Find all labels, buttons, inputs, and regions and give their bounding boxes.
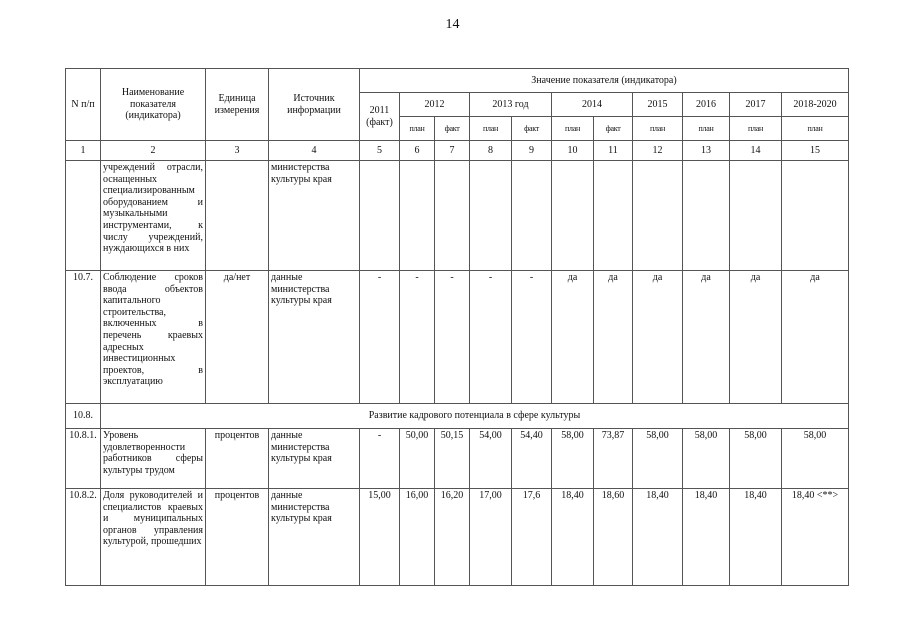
- row-num: 10.8.2.: [66, 489, 101, 586]
- header-sub: план: [552, 117, 594, 141]
- row-value: 50,15: [435, 429, 470, 489]
- table-row: [66, 489, 849, 586]
- row-value: 17,00: [470, 489, 512, 586]
- row-value: 18,40: [683, 489, 730, 586]
- row-value: [782, 161, 849, 271]
- row-value: 16,00: [400, 489, 435, 586]
- row-value: 50,00: [400, 429, 435, 489]
- row-value: 54,40: [512, 429, 552, 489]
- row-unit: [206, 161, 269, 271]
- header-unit: Единица измерения: [206, 69, 269, 141]
- row-value: [594, 161, 633, 271]
- section-title: Развитие кадрового потенциала в сфере культуры: [101, 404, 849, 429]
- row-source: данные министерства культуры края: [269, 429, 360, 489]
- table-row: [66, 429, 849, 489]
- row-value: -: [512, 271, 552, 404]
- row-value: 58,00: [782, 429, 849, 489]
- row-value: 18,40 <**>: [782, 489, 849, 586]
- row-value: [435, 161, 470, 271]
- row-value: [400, 161, 435, 271]
- row-num: 10.8.1.: [66, 429, 101, 489]
- row-value: 18,60: [594, 489, 633, 586]
- column-number: 9: [512, 141, 552, 161]
- column-number: 2: [101, 141, 206, 161]
- row-source: министерства культуры края: [269, 161, 360, 271]
- row-num: 10.8.: [66, 404, 101, 429]
- row-num: [66, 161, 101, 271]
- section-row: [66, 404, 849, 429]
- row-value: -: [400, 271, 435, 404]
- header-sub: план: [683, 117, 730, 141]
- row-name: Соблюдение сроков ввода объектов капитального строительства, включенных в перечень краевых адресных инвестиционных проектов, в эксплуатацию: [101, 271, 206, 404]
- table-row: [66, 271, 849, 404]
- header-sub: план: [633, 117, 683, 141]
- row-value: да: [552, 271, 594, 404]
- row-value: 18,40: [633, 489, 683, 586]
- header-value: Значение показателя (индикатора): [360, 69, 849, 93]
- column-number: 6: [400, 141, 435, 161]
- row-name: Уровень удовлетворенности работников сферы культуры трудом: [101, 429, 206, 489]
- row-value: 17,6: [512, 489, 552, 586]
- row-value: да: [782, 271, 849, 404]
- row-value: 18,40: [552, 489, 594, 586]
- row-value: да: [730, 271, 782, 404]
- header-sub: факт: [594, 117, 633, 141]
- row-value: [470, 161, 512, 271]
- row-value: [360, 161, 400, 271]
- header-sub: факт: [512, 117, 552, 141]
- row-value: [633, 161, 683, 271]
- row-num: 10.7.: [66, 271, 101, 404]
- row-value: 73,87: [594, 429, 633, 489]
- header-num: N п/п: [66, 69, 101, 141]
- column-number: 12: [633, 141, 683, 161]
- header-sub: план: [782, 117, 849, 141]
- column-number: 11: [594, 141, 633, 161]
- header-year-2018-2020: 2018-2020: [782, 93, 849, 117]
- row-value: [512, 161, 552, 271]
- row-value: [683, 161, 730, 271]
- column-number: 8: [470, 141, 512, 161]
- page-number: 14: [445, 17, 460, 32]
- header-year-2012: 2012: [400, 93, 470, 117]
- row-unit: процентов: [206, 489, 269, 586]
- column-number-row: [66, 141, 849, 161]
- row-unit: процентов: [206, 429, 269, 489]
- header-year-2013: 2013 год: [470, 93, 552, 117]
- row-name: учреждений отрасли, оснащенных специализированным оборудованием и музыкальными инструментами, к числу учреждений, нуждающихся в них: [101, 161, 206, 271]
- header-source: Источник информации: [269, 69, 360, 141]
- row-value: [552, 161, 594, 271]
- header-year-2014: 2014: [552, 93, 633, 117]
- row-name: Доля руководителей и специалистов краевых и муниципальных органов управления культурой, прошедших: [101, 489, 206, 586]
- row-unit: да/нет: [206, 271, 269, 404]
- row-value: 58,00: [730, 429, 782, 489]
- row-value: -: [360, 271, 400, 404]
- header-name: Наименование показателя (индикатора): [101, 69, 206, 141]
- indicator-table: [65, 68, 849, 586]
- row-value: 18,40: [730, 489, 782, 586]
- row-value: 54,00: [470, 429, 512, 489]
- column-number: 14: [730, 141, 782, 161]
- column-number: 1: [66, 141, 101, 161]
- header-year-2015: 2015: [633, 93, 683, 117]
- row-value: -: [470, 271, 512, 404]
- row-value: -: [360, 429, 400, 489]
- column-number: 3: [206, 141, 269, 161]
- column-number: 4: [269, 141, 360, 161]
- row-value: -: [435, 271, 470, 404]
- table-row: [66, 161, 849, 271]
- row-value: [730, 161, 782, 271]
- column-number: 7: [435, 141, 470, 161]
- row-value: да: [594, 271, 633, 404]
- row-value: 58,00: [552, 429, 594, 489]
- header-year-2017: 2017: [730, 93, 782, 117]
- row-source: данные министерства культуры края: [269, 271, 360, 404]
- header-sub: план: [470, 117, 512, 141]
- column-number: 13: [683, 141, 730, 161]
- row-value: 58,00: [633, 429, 683, 489]
- header-year-2011: 2011 (факт): [360, 93, 400, 141]
- row-value: 16,20: [435, 489, 470, 586]
- row-value: 58,00: [683, 429, 730, 489]
- row-source: данные министерства культуры края: [269, 489, 360, 586]
- header-sub: факт: [435, 117, 470, 141]
- row-value: да: [633, 271, 683, 404]
- row-value: да: [683, 271, 730, 404]
- column-number: 15: [782, 141, 849, 161]
- column-number: 10: [552, 141, 594, 161]
- row-value: 15,00: [360, 489, 400, 586]
- header-sub: план: [730, 117, 782, 141]
- header-sub: план: [400, 117, 435, 141]
- header-year-2016: 2016: [683, 93, 730, 117]
- column-number: 5: [360, 141, 400, 161]
